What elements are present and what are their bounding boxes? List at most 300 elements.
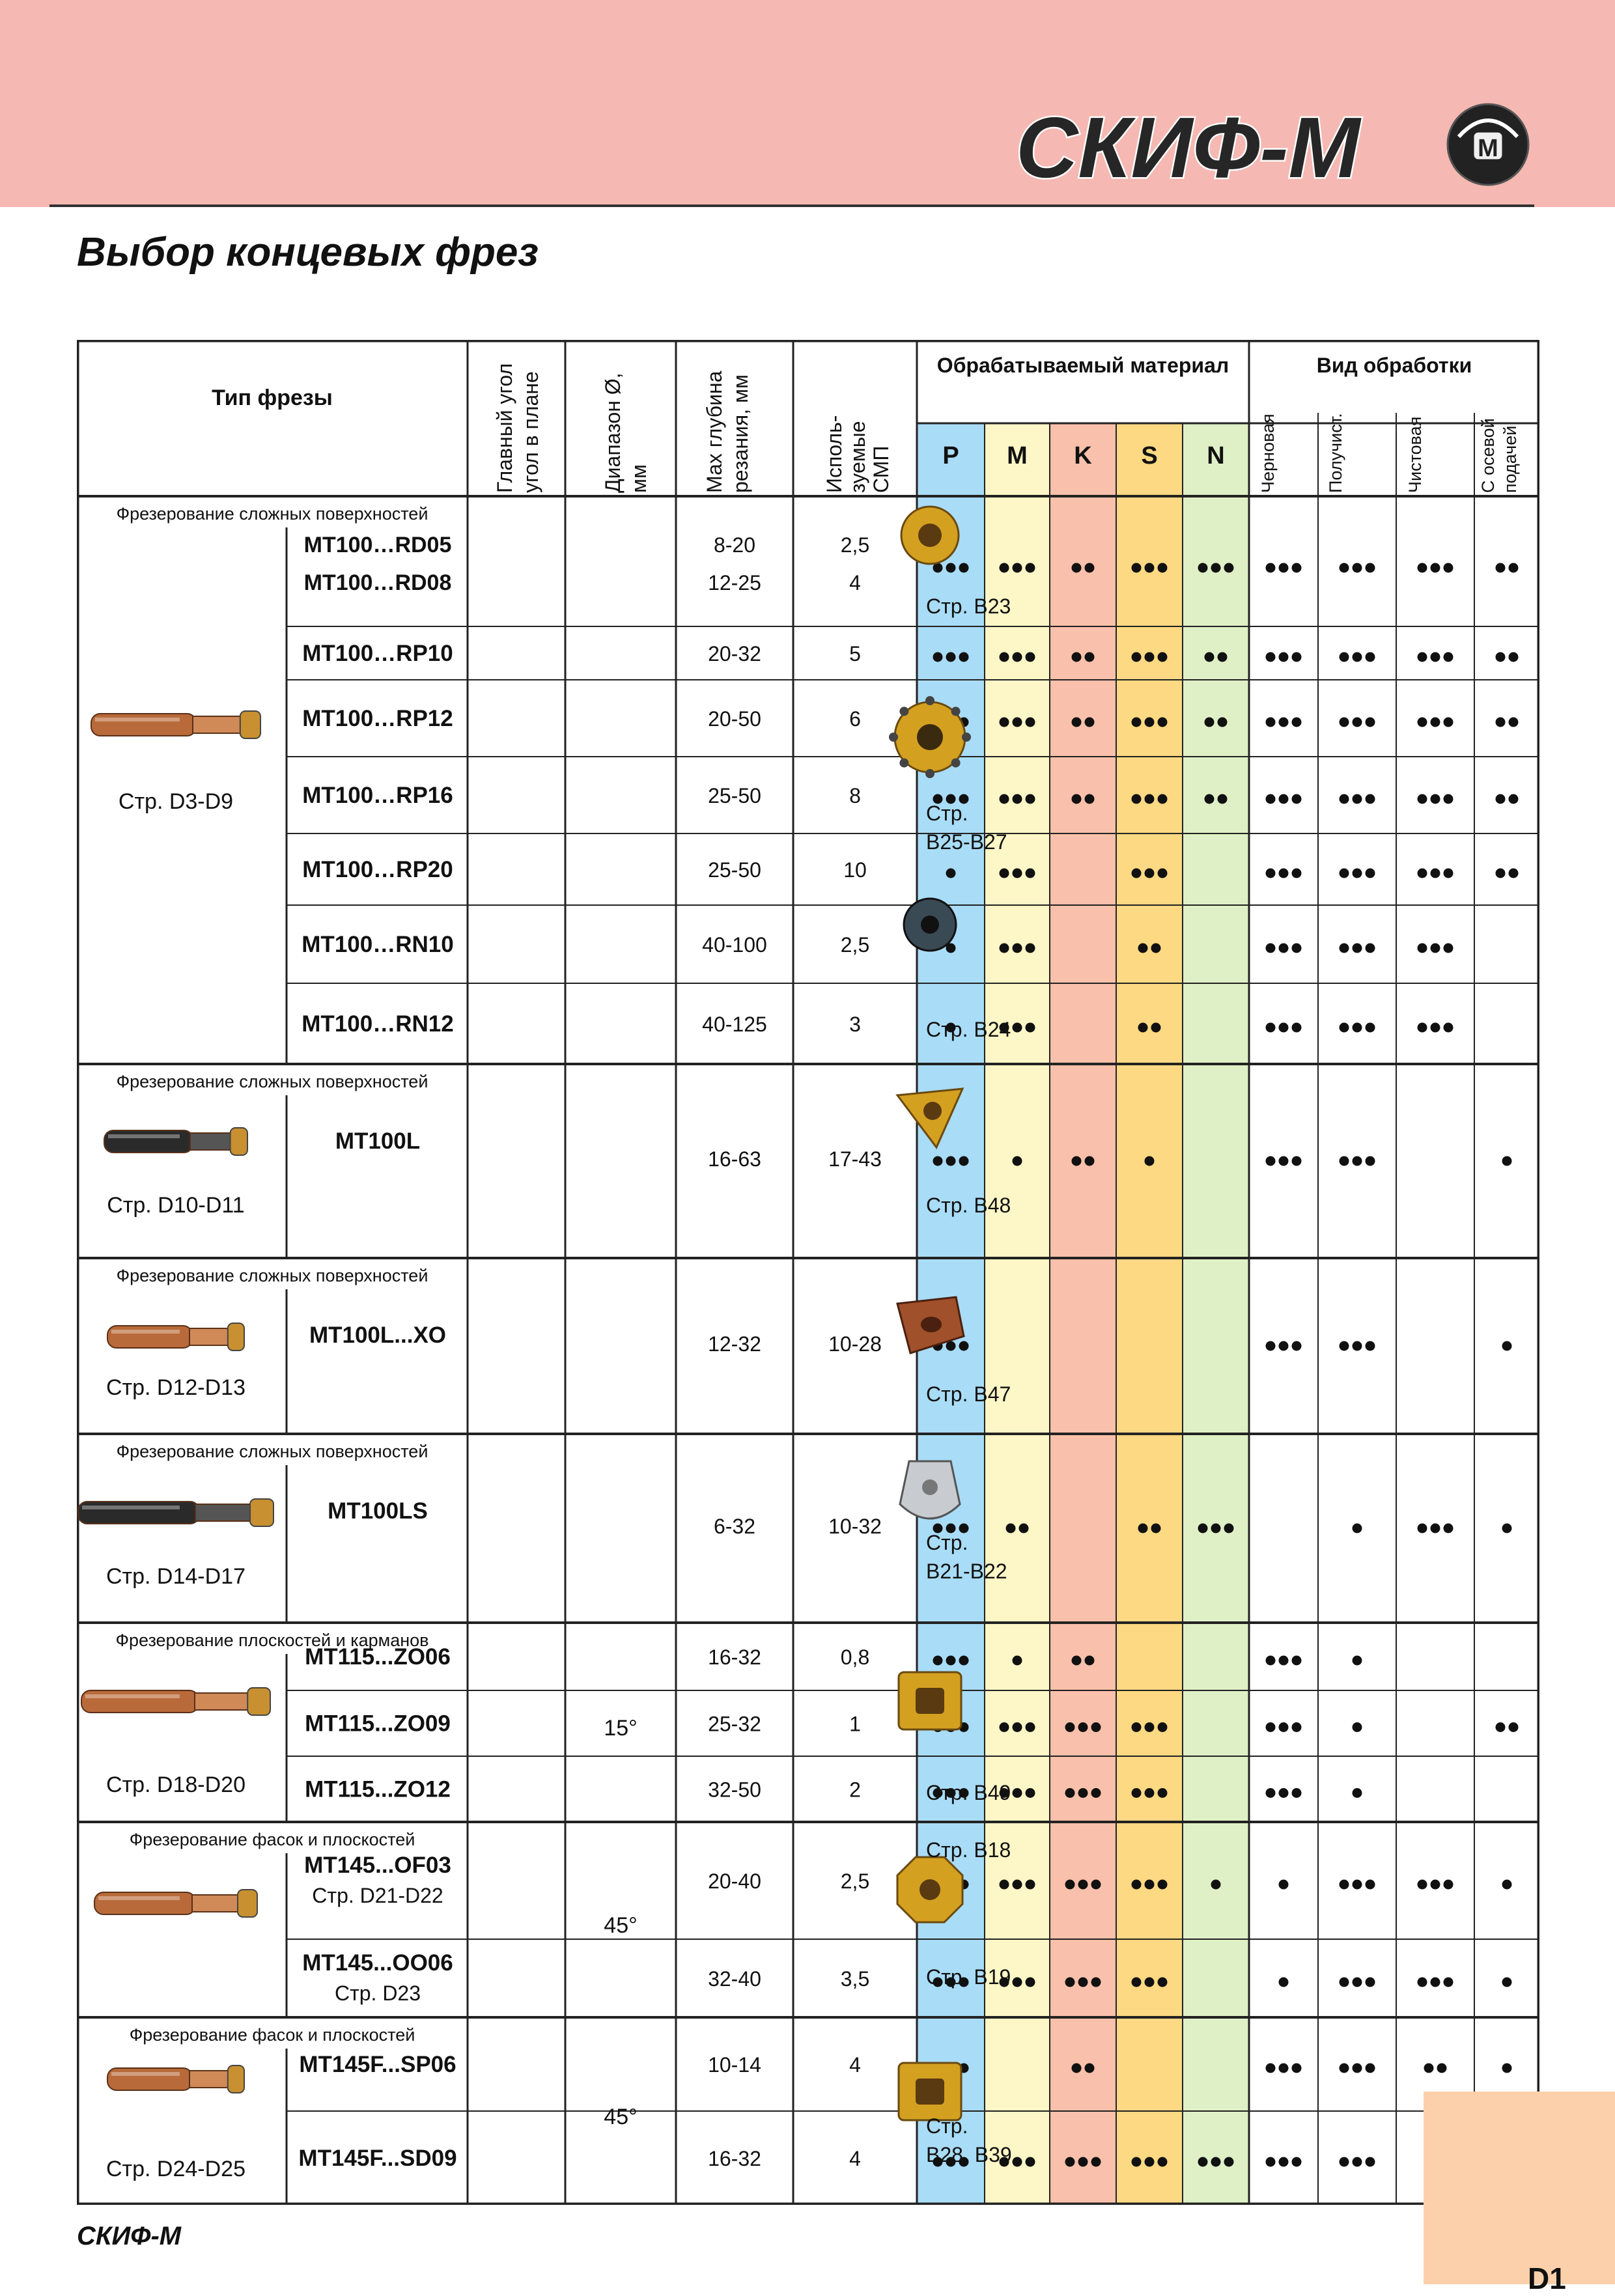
group-title: Фрезерование сложных поверхностей [116,504,428,524]
header-op-axial-2: подачей [1500,425,1520,493]
operation-dot [1431,944,1440,953]
operation-dot [1292,1788,1302,1798]
insert-page-ref: Стр. B49 [926,1781,1011,1804]
tool-highlight [98,1896,180,1900]
operation-dot [1496,794,1506,804]
material-column-m [985,423,1050,2205]
suitability-dot [1026,1788,1035,1798]
suitability-dot [1132,1788,1142,1798]
suitability-dot [1026,944,1035,953]
suitability-dot [1091,1880,1101,1890]
operation-dot [1353,652,1362,662]
suitability-dot [1145,1788,1155,1798]
operation-dot [1431,794,1440,804]
operation-dot [1292,944,1302,953]
tool-code: MT115...ZO06 [305,1644,451,1670]
operation-dot [1266,869,1276,878]
suitability-dot [1218,718,1228,727]
diameter-range: 16-32 [708,2147,761,2170]
operation-dot [1279,1722,1289,1732]
operation-dot [1509,794,1519,804]
insert-page-ref: Стр. B19 [926,1965,1011,1989]
operation-dot [1366,1341,1375,1351]
tool-shank [104,1130,193,1153]
suitability-dot [1218,652,1228,662]
cut-depth: 5 [849,642,861,665]
header-inserts-2: зуемые [846,421,869,493]
tool-highlight [111,2072,180,2076]
operation-dot [1279,1656,1289,1666]
material-column-k [1050,423,1116,2205]
operation-dot [1431,718,1440,727]
suitability-dot [946,1341,956,1351]
tool-head [238,1890,257,1917]
operation-dot [1444,1023,1454,1033]
diameter-range: 16-32 [708,1645,761,1669]
operation-dot [1353,2064,1362,2073]
tool-body-icon [107,1323,244,1351]
insert-page-ref: B28, B39 [926,2143,1012,2166]
operation-dot [1502,1978,1512,1987]
suitability-dot [959,652,969,662]
tool-code: MT100…RN10 [302,932,454,957]
operation-dot [1366,718,1375,727]
tool-page-ref: Стр. D10-D11 [107,1193,245,1218]
tool-neck [190,2071,231,2088]
operation-dot [1502,1156,1512,1166]
suitability-dot [1158,1788,1168,1798]
suitability-dot [1000,1722,1009,1732]
operation-dot [1340,869,1349,878]
suitability-dot [1072,2064,1082,2073]
tool-neck [192,1895,241,1912]
suitability-dot [1065,1788,1075,1798]
tool-head [228,2065,244,2093]
suitability-dot [1158,2157,1168,2167]
cut-angle: 45° [604,1913,638,1938]
tool-shank [78,1502,199,1524]
cut-angle: 15° [604,1716,638,1741]
header-material-m: M [1007,442,1028,469]
operation-dot [1340,2064,1349,2073]
suitability-dot [1072,652,1082,662]
operation-dot [1444,944,1454,953]
header-material-s: S [1141,442,1158,469]
suitability-dot [1026,869,1035,878]
tool-head [231,1128,247,1155]
operation-dot [1266,718,1276,727]
operation-dot [1509,718,1519,727]
suitability-dot [1072,1656,1082,1666]
suitability-dot [1145,718,1155,727]
suitability-dot [1224,1524,1234,1533]
operation-dot [1266,944,1276,953]
suitability-dot [1132,869,1142,878]
tool-shank [81,1690,199,1713]
insert-page-ref: Стр. B24 [926,1018,1011,1041]
operation-dot [1366,2064,1375,2073]
operation-dot [1353,1023,1362,1033]
diameter-range: 16-63 [708,1147,761,1171]
suitability-dot [946,869,956,878]
suitability-dot [1019,1524,1029,1533]
suitability-dot [1132,1880,1142,1890]
group-title: Фрезерование сложных поверхностей [116,1072,428,1091]
operation-dot [1509,563,1519,573]
suitability-dot [959,1341,969,1351]
tool-body-icon [94,1890,257,1917]
tool-head [240,711,260,738]
operation-dot [1496,718,1506,727]
cut-depth: 8 [849,784,861,807]
suitability-dot [1000,869,1009,878]
operation-dot [1279,869,1289,878]
suitability-dot [1013,2157,1022,2167]
operation-dot [1437,2064,1447,2073]
operation-dot [1340,794,1349,804]
suitability-dot [1151,944,1161,953]
operation-dot [1292,2157,1302,2167]
insert-page-ref: Стр. B18 [926,1838,1011,1862]
diameter-range: 12-32 [708,1332,761,1356]
insert-page-ref: Стр. [926,2114,968,2138]
suitability-dot [1013,1880,1022,1890]
octagon-insert-icon [897,1857,962,1922]
cut-depth: 10 [843,858,867,882]
cut-depth: 2,5 [840,1869,870,1893]
suitability-dot [933,1656,943,1666]
diameter-range: 25-50 [708,858,761,882]
suitability-dot [1145,1978,1155,1987]
operation-dot [1509,1722,1519,1732]
tool-highlight [95,718,180,721]
suitability-dot [1158,1880,1168,1890]
insert-page-ref: B25-B27 [926,830,1007,854]
operation-dot [1444,718,1454,727]
tool-code: MT100…RP16 [302,783,453,808]
tool-code: MT100…RD05 [303,533,452,557]
cut-depth: 4 [849,2053,861,2077]
suitability-dot [1145,1156,1155,1166]
header-angle-2: угол в плане [519,371,542,493]
suitability-dot [1078,1788,1088,1798]
group-title: Фрезерование фасок и плоскостей [129,2025,415,2045]
suitability-dot [1026,718,1035,727]
brand-logo [1009,98,1537,195]
operation-dot [1418,944,1427,953]
operation-dot [1418,718,1427,727]
operation-dot [1279,2064,1289,2073]
suitability-dot [1198,563,1208,573]
cut-depth: 2,5 [840,533,870,557]
group-title: Фрезерование сложных поверхностей [116,1442,428,1461]
suitability-dot [1145,869,1155,878]
operation-dot [1340,1880,1349,1890]
operation-dot [1353,1341,1362,1351]
operation-dot [1496,652,1506,662]
tool-highlight [111,1330,180,1334]
operation-dot [1353,1524,1362,1533]
tool-page-ref: Стр. D18-D20 [106,1772,246,1797]
operation-dot [1353,869,1362,878]
suitability-dot [1158,563,1168,573]
operation-dot [1266,2157,1276,2167]
suitability-dot [1132,1722,1142,1732]
suitability-dot [1158,652,1168,662]
cut-depth: 3,5 [840,1967,870,1991]
cut-depth: 4 [849,571,861,595]
operation-dot [1353,1788,1362,1798]
operation-dot [1279,1156,1289,1166]
operation-dot [1431,869,1440,878]
tool-code: MT115...ZO09 [305,1711,451,1737]
suitability-dot [959,1656,969,1666]
tool-page-ref: Стр. D12-D13 [106,1375,246,1400]
tool-code: MT145...OF03 [304,1853,451,1878]
tool-code: MT100L [335,1128,421,1154]
operation-dot [1340,1341,1349,1351]
tool-head [250,1499,274,1526]
operation-dot [1366,944,1375,953]
suitability-dot [1000,563,1009,573]
operation-dot [1353,718,1362,727]
suitability-dot [1132,2157,1142,2167]
suitability-dot [1091,1978,1101,1987]
suitability-dot [1085,718,1095,727]
suitability-dot [1013,718,1022,727]
cut-depth: 10-32 [828,1515,882,1538]
operation-dot [1292,1656,1302,1666]
operation-dot [1353,1978,1362,1987]
brand-emblem-icon [1448,104,1528,185]
suitability-dot [1211,1524,1221,1533]
operation-dot [1266,2064,1276,2073]
suitability-dot [1091,1788,1101,1798]
operation-dot [1292,869,1302,878]
suitability-dot [1224,2157,1234,2167]
operation-dot [1366,1880,1375,1890]
operation-dot [1366,652,1375,662]
suitability-dot [1078,2157,1088,2167]
suitability-dot [1158,794,1168,804]
suitability-dot [1000,652,1009,662]
header-material-p: P [942,442,959,469]
operation-dot [1266,794,1276,804]
tool-code: MT145...OO06 [302,1950,453,1976]
suitability-dot [1132,718,1142,727]
suitability-dot [1132,563,1142,573]
suitability-dot [1065,1722,1075,1732]
tool-code: MT145F...SD09 [298,2146,457,2171]
suitability-dot [1085,563,1095,573]
suitability-dot [1072,718,1082,727]
operation-dot [1292,1156,1302,1166]
operation-dot [1340,652,1349,662]
operation-dot [1292,2064,1302,2073]
operation-dot [1444,1880,1454,1890]
round-insert-icon [901,507,959,564]
suitability-dot [1013,1978,1022,1987]
tool-code: MT100…RP12 [302,706,453,731]
tool-body-icon [78,1499,274,1526]
operation-dot [1266,1341,1276,1351]
tool-highlight [82,1505,180,1509]
tool-body-icon [107,2065,244,2093]
suitability-dot [1072,1156,1082,1166]
end-mill-selection-table [77,340,1539,2205]
suitability-dot [1211,2157,1221,2167]
brand-emblem-letter: М [1478,135,1498,162]
cut-depth: 0,8 [840,1645,870,1669]
operation-dot [1424,2064,1434,2073]
suitability-dot [1013,944,1022,953]
operation-dot [1279,652,1289,662]
tool-code: MT145F...SP06 [299,2052,456,2077]
operation-dot [1292,718,1302,727]
suitability-dot [1013,1023,1022,1033]
header-diameter: Диапазон Ø, [601,372,625,493]
diameter-range: 6-32 [713,1515,756,1538]
tool-highlight [85,1694,180,1698]
operation-dot [1266,652,1276,662]
suitability-dot [1138,1524,1148,1533]
suitability-dot [1132,1978,1142,1987]
operation-dot [1418,1023,1427,1033]
operation-dot [1509,652,1519,662]
diameter-range: 10-14 [708,2053,761,2077]
operation-dot [1266,563,1276,573]
operation-dot [1444,563,1454,573]
tool-shank [94,1892,195,1914]
diameter-range: 8-20 [713,533,756,557]
tool-code: MT100…RP10 [302,641,453,666]
suitability-dot [1211,563,1221,573]
suitability-dot [1224,563,1234,573]
operation-dot [1266,1722,1276,1732]
tool-head [228,1323,244,1351]
operation-dot [1431,1978,1440,1987]
group-title: Фрезерование сложных поверхностей [116,1266,428,1285]
operation-dot [1366,1156,1375,1166]
operation-dot [1292,652,1302,662]
header-rule [49,204,1534,207]
suitability-dot [1078,1978,1088,1987]
suitability-dot [1211,1880,1221,1890]
suitability-dot [946,563,956,573]
tool-code: MT100…RN12 [302,1011,454,1037]
operation-dot [1431,652,1440,662]
suitability-dot [1078,1722,1088,1732]
tool-page-ref: Стр. D14-D17 [106,1564,246,1589]
suitability-dot [1000,718,1009,727]
operation-dot [1340,1156,1349,1166]
operation-dot [1353,1880,1362,1890]
suitability-dot [1065,2157,1075,2167]
operation-dot [1353,1656,1362,1666]
suitability-dot [1145,794,1155,804]
diameter-range: 40-100 [702,933,767,957]
diameter-range: 25-32 [708,1712,761,1736]
tool-neck [190,1328,231,1345]
suitability-dot [1013,869,1022,878]
suitability-dot [1151,1023,1161,1033]
operation-dot [1266,1156,1276,1166]
operation-dot [1279,1978,1289,1987]
suitability-dot [1085,652,1095,662]
header-machining: Вид обработки [1316,354,1472,377]
operation-dot [1366,2157,1375,2167]
tool-code: MT100LS [328,1498,428,1524]
suitability-dot [946,1156,956,1166]
operation-dot [1340,718,1349,727]
operation-dot [1353,563,1362,573]
suitability-dot [1000,1880,1009,1890]
operation-dot [1353,2157,1362,2167]
diameter-range: 20-50 [708,707,761,731]
operation-dot [1292,1341,1302,1351]
suitability-dot [1026,1880,1035,1890]
suitability-dot [1026,563,1035,573]
suitability-dot [1013,1788,1022,1798]
suitability-dot [946,652,956,662]
header-inserts-3: СМП [869,445,893,493]
operation-dot [1340,2157,1349,2167]
suitability-dot [1091,1722,1101,1732]
header-material-k: K [1074,442,1092,469]
operation-dot [1366,794,1375,804]
operation-dot [1496,563,1506,573]
suitability-dot [1145,652,1155,662]
suitability-dot [1205,794,1215,804]
group-title: Фрезерование плоскостей и карманов [115,1631,429,1650]
operation-dot [1266,1788,1276,1798]
operation-dot [1444,1978,1454,1987]
suitability-dot [1198,1524,1208,1533]
suitability-dot [1072,563,1082,573]
tool-code: MT115...ZO12 [305,1776,451,1802]
suitability-dot [1026,1978,1035,1987]
operation-dot [1353,1722,1362,1732]
suitability-dot [1138,944,1148,953]
operation-dot [1279,944,1289,953]
suitability-dot [1085,2064,1095,2073]
square-insert-icon [899,2063,961,2120]
operation-dot [1340,1023,1349,1033]
tool-neck [195,1504,254,1521]
operation-dot [1279,1788,1289,1798]
operation-dot [1418,869,1427,878]
operation-dot [1366,563,1375,573]
tool-code: MT100…RD08 [303,570,452,595]
tool-code: MT100…RP20 [302,857,453,882]
operation-dot [1444,652,1454,662]
operation-dot [1292,794,1302,804]
operation-dot [1418,794,1427,804]
operation-dot [1509,869,1519,878]
diameter-range: 20-40 [708,1869,761,1893]
suitability-dot [1085,1656,1095,1666]
tool-shank [91,714,196,736]
diameter-range: 20-32 [708,642,761,665]
tool-page-ref: Стр. D21-D22 [312,1884,443,1907]
operation-dot [1431,1524,1440,1533]
operation-dot [1340,944,1349,953]
insert-page-ref: Стр. [926,1531,968,1554]
suitability-dot [1013,1722,1022,1732]
operation-dot [1496,1722,1506,1732]
header-material: Обрабатываемый материал [936,354,1229,377]
operation-dot [1502,1341,1512,1351]
